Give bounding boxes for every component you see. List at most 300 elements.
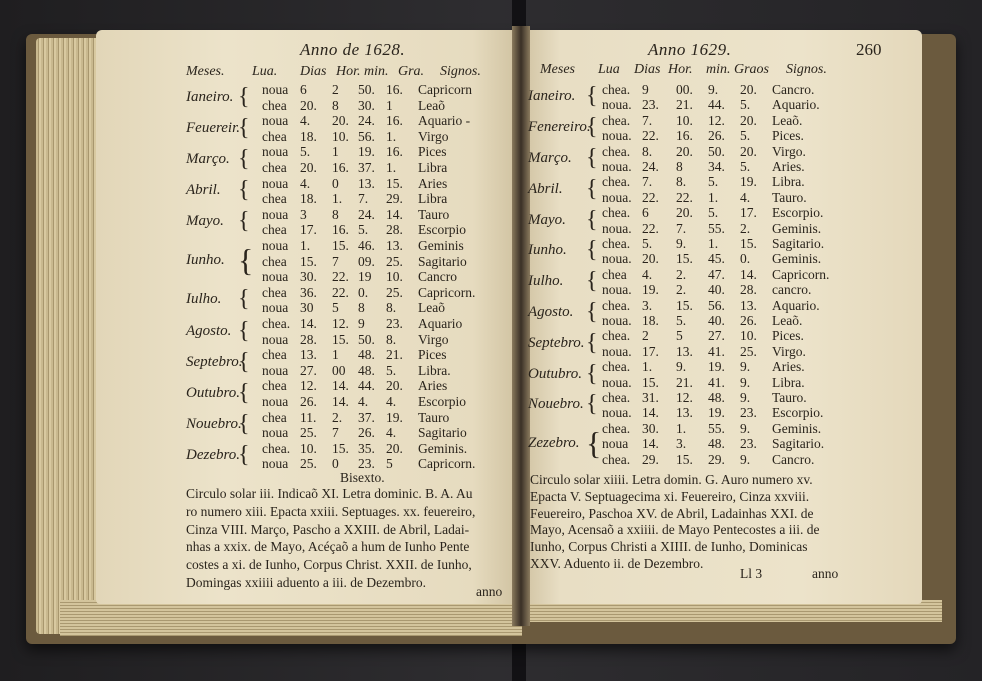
table-cell: Aries. <box>772 159 805 174</box>
table-cell: 29. <box>642 451 659 467</box>
table-cell: noua. <box>602 343 632 359</box>
table-cell: Capricorn. <box>418 456 476 472</box>
table-cell: 00 <box>332 362 346 378</box>
table-cell: 2. <box>740 220 751 236</box>
table-cell: noua <box>262 82 289 97</box>
table-cell: chea. <box>602 420 631 436</box>
table-cell: 9. <box>676 359 687 375</box>
table-cell: 00. <box>676 82 693 97</box>
column-header: Meses <box>540 62 575 77</box>
table-cell: 56. <box>358 128 375 144</box>
table-cell: chea <box>262 191 287 207</box>
month-label: Septebro. <box>528 334 585 351</box>
table-cell: chea. <box>262 316 291 331</box>
table-cell: Aries <box>418 378 448 394</box>
table-cell: 4. <box>386 425 397 441</box>
table-cell: 26. <box>708 128 725 144</box>
table-cell: 45. <box>708 251 725 267</box>
table-cell: Leaõ <box>418 300 445 316</box>
table-cell: 11. <box>300 409 317 425</box>
table-cell: 20. <box>642 251 659 267</box>
table-cell: 22. <box>642 220 659 236</box>
table-cell: 44. <box>708 97 725 113</box>
table-cell: 17. <box>642 343 659 359</box>
table-cell: 29. <box>708 451 725 467</box>
table-cell: Leaõ. <box>772 112 803 128</box>
table-cell: 25. <box>386 284 403 300</box>
table-cell: 27. <box>708 328 725 344</box>
table-cell: 8 <box>332 97 339 113</box>
table-cell: 24. <box>642 159 659 174</box>
table-cell: 36. <box>300 284 317 300</box>
table-cell: chea <box>262 222 287 238</box>
table-cell: 22. <box>332 284 349 300</box>
table-cell: chea. <box>602 205 631 221</box>
month-label: Ianeiro. <box>186 88 234 105</box>
table-cell: 5 <box>386 456 393 472</box>
signature-mark: Ll 3 <box>740 566 763 581</box>
table-cell: 2. <box>676 266 687 282</box>
bisexto-label: Bisexto. <box>340 470 385 485</box>
table-cell: 19. <box>740 174 757 190</box>
paragraph-line: costes a xi. de Iunho, Corpus Christ. XXII. de Iunho, <box>186 557 472 573</box>
table-cell: noua. <box>602 97 632 113</box>
table-cell: 15. <box>300 253 317 269</box>
column-header: Hor. <box>668 62 693 77</box>
month-label: Fenereiro. <box>528 119 591 136</box>
table-cell: 16. <box>386 113 403 129</box>
table-cell: 25. <box>740 343 757 359</box>
paragraph-line: Iunho, Corpus Christi a XIIII. de Iunho, Dominicas <box>530 539 808 555</box>
table-cell: 1. <box>642 359 653 375</box>
table-cell: Tauro <box>418 206 450 222</box>
table-cell: 5 <box>676 328 683 344</box>
table-cell: Sagitario. <box>772 236 825 251</box>
paragraph-line: nhas a xxix. de Mayo, Acéçaõ a hum de Iunho Pente <box>186 539 470 555</box>
month-label: Nouebro. <box>528 396 584 413</box>
table-cell: noua <box>262 269 289 285</box>
table-cell: 19. <box>358 144 375 160</box>
brace-mark: { <box>238 208 250 235</box>
brace-mark: { <box>586 83 598 110</box>
table-cell: Leaõ. <box>772 313 803 328</box>
table-cell: 21. <box>386 347 403 363</box>
table-cell: 26. <box>740 313 757 328</box>
table-cell: 12. <box>676 390 693 405</box>
table-cell: 23. <box>642 97 659 113</box>
table-cell: 23. <box>386 316 403 331</box>
table-cell: 18. <box>642 313 659 328</box>
month-label: Mayo. <box>186 213 224 230</box>
paragraph-line: Epacta V. Septuagecima xi. Feuereiro, Cinza xxviii. <box>530 488 810 504</box>
table-cell: 5. <box>676 313 687 328</box>
table-cell: 4. <box>642 266 653 282</box>
table-cell: 20. <box>300 97 317 113</box>
table-cell: 20. <box>332 113 349 129</box>
table-cell: 8. <box>642 143 653 159</box>
table-cell: 41. <box>708 374 725 390</box>
month-label: Nouebro. <box>186 416 242 433</box>
table-cell: 10. <box>386 269 403 285</box>
table-cell: 13. <box>386 238 403 253</box>
brace-mark: { <box>238 242 254 279</box>
table-cell: 55. <box>708 420 725 436</box>
table-cell: Virgo. <box>772 143 806 159</box>
table-cell: 8. <box>386 300 397 316</box>
table-cell: 20. <box>386 440 403 456</box>
column-header: Graos <box>734 62 770 77</box>
table-cell: 2 <box>642 328 649 344</box>
table-cell: Capricorn. <box>418 284 476 300</box>
table-cell: 14. <box>642 436 659 452</box>
table-cell: 13. <box>676 405 693 421</box>
table-cell: 2. <box>332 409 343 425</box>
table-cell: Escorpio <box>418 222 466 238</box>
table-cell: 19. <box>708 405 725 421</box>
table-cell: noua. <box>602 282 632 298</box>
table-cell: noua. <box>602 405 632 421</box>
table-cell: 8 <box>676 159 683 174</box>
page-edges-bottom-left <box>60 600 522 636</box>
table-cell: 22. <box>642 189 659 205</box>
table-cell: 28. <box>740 282 757 298</box>
table-cell: 37. <box>358 160 375 175</box>
table-cell: 15. <box>332 331 349 347</box>
table-cell: 5. <box>740 159 751 174</box>
table-cell: Sagitario <box>418 425 467 441</box>
month-label: Iunho. <box>186 252 225 269</box>
table-cell: 12. <box>300 378 317 394</box>
table-cell: chea. <box>602 174 631 190</box>
table-cell: 16. <box>676 128 693 144</box>
table-cell: 8. <box>386 331 397 347</box>
table-cell: 16. <box>332 222 349 238</box>
table-cell: 5. <box>708 205 719 221</box>
table-cell: Aquario <box>418 316 463 331</box>
table-cell: 30 <box>300 300 314 316</box>
table-cell: 5 <box>332 300 339 316</box>
page-number: 260 <box>856 40 882 59</box>
table-cell: 2 <box>332 82 339 97</box>
table-cell: 5. <box>740 97 751 113</box>
table-cell: 1 <box>386 97 393 113</box>
table-cell: noua <box>262 206 289 222</box>
table-cell: 12. <box>708 112 725 128</box>
table-cell: 24. <box>358 206 375 222</box>
table-cell: Tauro. <box>772 189 807 205</box>
table-cell: chea. <box>602 328 631 344</box>
column-header: Dias <box>634 62 661 77</box>
table-cell: 29. <box>386 191 403 207</box>
left-catchword: anno <box>476 584 503 599</box>
month-label: Agosto. <box>528 304 574 320</box>
table-cell: 7. <box>676 220 687 236</box>
table-cell: chea. <box>602 236 631 251</box>
paragraph-line: Circulo solar xiiii. Letra domin. G. Auro numero xv. <box>530 472 813 487</box>
table-cell: 9. <box>676 236 687 251</box>
table-cell: 18. <box>300 191 317 207</box>
paragraph-line: ro numero xiii. Epacta xxiii. Septuages. xx. feuereiro, <box>186 503 476 519</box>
table-cell: noua. <box>602 128 632 144</box>
table-cell: 7. <box>642 174 653 190</box>
table-cell: Aries <box>418 175 448 191</box>
book-gutter <box>512 26 530 626</box>
table-cell: noua <box>262 300 289 316</box>
table-cell: 50. <box>358 82 375 97</box>
table-cell: 21. <box>676 97 693 113</box>
month-label: Mayo. <box>528 211 566 228</box>
table-cell: chea <box>262 284 287 300</box>
table-cell: 15. <box>386 175 403 191</box>
brace-mark: { <box>238 83 250 110</box>
table-cell: 25. <box>300 425 317 441</box>
table-cell: 4. <box>740 189 751 205</box>
table-cell: 34. <box>708 159 725 174</box>
table-cell: 4. <box>300 113 311 129</box>
column-header: Gra. <box>398 64 425 79</box>
table-cell: Tauro. <box>772 390 807 405</box>
table-cell: 1. <box>708 236 719 251</box>
column-header: Hor. <box>336 64 361 79</box>
table-cell: 9. <box>740 451 751 467</box>
table-cell: 30. <box>300 269 317 285</box>
table-cell: chea <box>262 253 287 269</box>
table-cell: chea. <box>602 112 631 128</box>
table-cell: Capricorn. <box>772 266 830 282</box>
brace-mark: { <box>238 286 250 313</box>
brace-mark: { <box>586 145 598 171</box>
table-cell: chea. <box>602 143 631 159</box>
table-cell: 7 <box>332 425 339 441</box>
table-cell: 23. <box>740 405 757 421</box>
table-cell: 13. <box>300 347 317 363</box>
table-cell: 56. <box>708 297 725 313</box>
table-cell: 1. <box>332 191 343 207</box>
table-cell: Libra. <box>772 174 805 190</box>
table-cell: 5. <box>386 362 397 378</box>
table-cell: 9. <box>740 359 751 375</box>
brace-mark: { <box>238 348 250 375</box>
table-cell: 20. <box>300 160 317 175</box>
table-cell: 14. <box>642 405 659 421</box>
column-header: Lua. <box>252 64 278 79</box>
table-cell: Virgo <box>418 128 449 144</box>
table-cell: 9. <box>740 390 751 405</box>
brace-mark: { <box>238 114 250 141</box>
left-running-head: Anno de 1628. <box>300 40 406 59</box>
table-cell: chea <box>602 266 627 282</box>
table-cell: 18. <box>300 128 317 144</box>
table-cell: 14. <box>740 266 757 282</box>
table-cell: 48. <box>358 362 375 378</box>
table-cell: 5. <box>358 222 369 238</box>
table-cell: Pices <box>418 347 447 363</box>
table-cell: 5. <box>740 128 751 144</box>
table-cell: 09. <box>358 253 375 269</box>
table-cell: 5. <box>642 236 653 251</box>
column-header: Dias <box>300 64 327 79</box>
table-cell: Sagitario. <box>772 436 825 452</box>
table-cell: Sagitario <box>418 253 467 269</box>
column-header: Lua <box>598 62 620 77</box>
table-cell: 28. <box>386 222 403 238</box>
table-cell: chea. <box>602 297 631 313</box>
table-cell: 25. <box>386 253 403 269</box>
table-cell: 14. <box>332 394 349 409</box>
table-cell: Geminis <box>418 238 464 253</box>
table-cell: 26. <box>300 394 317 409</box>
table-cell: 1. <box>676 420 687 436</box>
table-cell: 0. <box>740 251 751 267</box>
brace-mark: { <box>586 424 602 461</box>
table-cell: 14. <box>300 316 317 331</box>
table-cell: 50. <box>358 331 375 347</box>
table-cell: 23. <box>358 456 375 472</box>
table-cell: noua <box>262 175 289 191</box>
table-cell: 9 <box>642 82 649 97</box>
table-cell: 15. <box>332 238 349 253</box>
table-cell: noua. <box>602 313 632 328</box>
table-cell: 13. <box>740 297 757 313</box>
table-cell: 16. <box>332 160 349 175</box>
table-cell: 55. <box>708 220 725 236</box>
month-label: Iulho. <box>186 291 222 308</box>
brace-mark: { <box>238 146 250 172</box>
table-cell: Pices. <box>772 328 804 344</box>
table-cell: Capricorn <box>418 82 472 97</box>
table-cell: noua <box>262 144 289 160</box>
table-cell: Pices <box>418 144 447 160</box>
table-cell: 15. <box>676 297 693 313</box>
table-cell: 13. <box>676 343 693 359</box>
table-cell: Libra <box>418 191 448 207</box>
table-cell: 15. <box>642 374 659 390</box>
table-cell: Escorpio. <box>772 405 824 421</box>
table-cell: 20. <box>386 378 403 394</box>
table-cell: 14. <box>386 206 403 222</box>
table-cell: chea. <box>602 451 631 467</box>
table-cell: 5. <box>300 144 311 160</box>
table-cell: noua <box>262 394 289 409</box>
table-cell: 16. <box>386 82 403 97</box>
table-cell: 4. <box>386 394 397 409</box>
table-cell: noua <box>262 238 289 253</box>
table-cell: Libra <box>418 160 448 175</box>
table-cell: 27. <box>300 362 317 378</box>
table-cell: 9. <box>740 374 751 390</box>
table-cell: Cancro. <box>772 82 815 97</box>
table-cell: 20. <box>740 143 757 159</box>
month-label: Abril. <box>528 180 563 197</box>
table-cell: noua <box>262 456 289 472</box>
paragraph-line: Circulo solar iii. Indicaõ XI. Letra dominic. B. A. Au <box>186 486 473 501</box>
paragraph-line: Cinza VIII. Março, Pascho a XXIII. de Abril, Ladai- <box>186 521 470 537</box>
month-label: Agosto. <box>186 322 232 339</box>
table-cell: 30. <box>642 420 659 436</box>
table-cell: 1. <box>708 189 719 205</box>
month-label: Feuereir. <box>186 119 241 136</box>
table-cell: chea <box>262 347 287 363</box>
month-label: Iunho. <box>528 242 567 259</box>
table-cell: 10. <box>740 328 757 344</box>
table-cell: Geminis. <box>772 220 822 236</box>
table-cell: 41. <box>708 343 725 359</box>
table-cell: chea. <box>602 359 631 375</box>
table-cell: Virgo. <box>772 343 806 359</box>
table-cell: 8. <box>676 174 687 190</box>
table-cell: 20. <box>676 143 693 159</box>
column-header: Meses. <box>186 64 225 79</box>
table-cell: 8 <box>332 206 339 222</box>
table-cell: 5. <box>708 174 719 190</box>
table-cell: 4. <box>300 175 311 191</box>
column-header: min. <box>706 62 731 77</box>
month-label: Abril. <box>186 182 221 199</box>
table-cell: 28. <box>300 331 317 347</box>
table-cell: Escorpio <box>418 394 466 409</box>
table-cell: 7 <box>332 253 339 269</box>
brace-mark: { <box>586 114 598 141</box>
table-cell: Geminis. <box>772 420 822 436</box>
table-cell: 19 <box>358 269 372 285</box>
table-cell: chea <box>262 128 287 144</box>
table-cell: 7. <box>358 191 369 207</box>
table-cell: 44. <box>358 378 375 394</box>
table-cell: Cancro <box>418 269 457 285</box>
table-cell: noua <box>262 331 289 347</box>
table-cell: 1 <box>332 144 339 160</box>
table-cell: noua <box>262 362 289 378</box>
table-cell: 21. <box>676 374 693 390</box>
table-cell: 48. <box>708 390 725 405</box>
table-cell: 19. <box>642 282 659 298</box>
table-cell: Tauro <box>418 409 450 425</box>
table-cell: 25. <box>300 456 317 472</box>
table-cell: 40. <box>708 282 725 298</box>
table-cell: noua. <box>602 374 632 390</box>
table-cell: 15. <box>740 236 757 251</box>
table-cell: 22. <box>332 269 349 285</box>
month-label: Ianeiro. <box>528 88 576 105</box>
table-cell: Libra. <box>772 374 805 390</box>
table-cell: 2. <box>676 282 687 298</box>
table-cell: 48. <box>708 436 725 452</box>
table-cell: 17. <box>300 222 317 238</box>
month-label: Iulho. <box>528 273 564 290</box>
brace-mark: { <box>586 175 598 202</box>
month-label: Março. <box>528 150 572 166</box>
table-cell: 1. <box>300 238 311 253</box>
month-label: Outubro. <box>528 365 583 382</box>
table-cell: chea. <box>602 390 631 405</box>
paragraph-line: Domingas xxiiii aduento a iii. de Dezembro. <box>186 575 426 590</box>
table-cell: Aries. <box>772 359 805 375</box>
table-cell: 10. <box>300 440 317 456</box>
brace-mark: { <box>238 317 250 344</box>
table-cell: 0 <box>332 175 339 191</box>
table-cell: 6 <box>642 205 649 221</box>
table-cell: 23. <box>740 436 757 452</box>
table-cell: 24. <box>358 113 375 129</box>
table-cell: noua <box>262 425 289 441</box>
right-catchword: anno <box>812 566 839 581</box>
table-cell: 10. <box>676 112 693 128</box>
table-cell: 0 <box>332 456 339 472</box>
month-label: Septebro. <box>186 353 243 370</box>
table-cell: 10. <box>332 128 349 144</box>
table-cell: Aquario - <box>418 113 471 129</box>
brace-mark: { <box>238 411 250 438</box>
